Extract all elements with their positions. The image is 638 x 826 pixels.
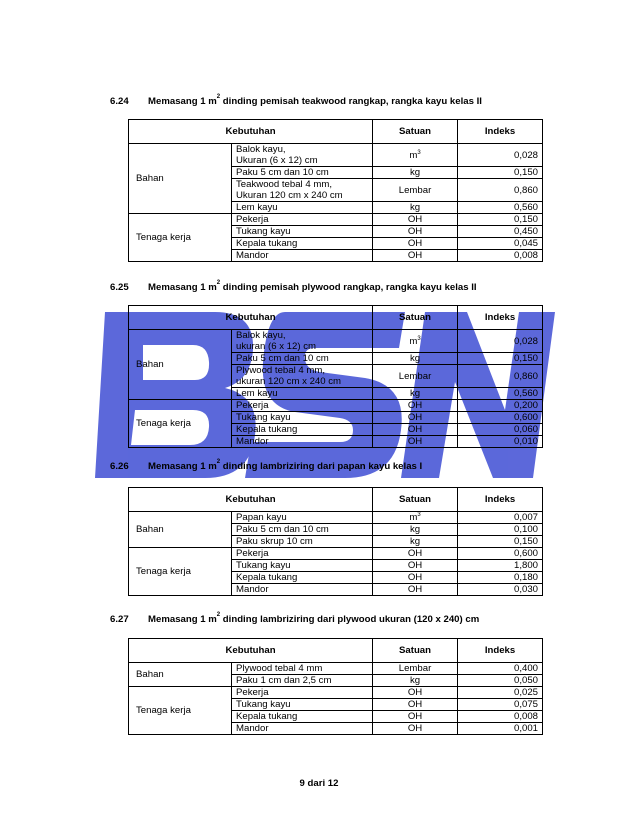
table-row [129, 512, 543, 524]
unit-cell [373, 436, 458, 448]
item-text: Papan kayu [236, 512, 287, 523]
item-cell [232, 238, 373, 250]
item-cell [232, 524, 373, 536]
requirements-table [128, 638, 543, 735]
unit-cell [373, 536, 458, 548]
unit-cell [373, 250, 458, 262]
item-text: Ukuran (6 x 12) cm [236, 155, 318, 166]
unit-text: OH [407, 424, 423, 435]
unit-cell [373, 675, 458, 687]
unit-cell [373, 524, 458, 536]
item-text: Tukang kayu [236, 560, 291, 571]
item-text: Pekerja [236, 214, 269, 225]
unit-text: Lembar [398, 663, 432, 674]
header-satuan: Satuan [373, 639, 458, 663]
index-cell: 0,100 [458, 524, 543, 536]
unit-cell [373, 711, 458, 723]
item-text: Plywood tebal 4 mm [236, 663, 323, 674]
unit-text: OH [407, 572, 423, 583]
section-title-rest: dinding lambriziring dari papan kayu kelas I [220, 461, 423, 472]
item-cell [232, 179, 373, 202]
unit-text: OH [407, 226, 423, 237]
item-cell [232, 330, 373, 353]
item-text: Mandor [236, 250, 269, 261]
section-title: Memasang 1 m [148, 282, 217, 293]
item-cell [232, 663, 373, 675]
item-text: Ukuran 120 cm x 240 cm [236, 190, 343, 201]
table-row [129, 548, 543, 560]
unit-text: kg [409, 524, 421, 535]
unit-cell [373, 400, 458, 412]
index-cell: 0,010 [458, 436, 543, 448]
index-cell: 0,200 [458, 400, 543, 412]
unit-text: OH [407, 548, 423, 559]
header-indeks: Indeks [458, 488, 543, 512]
unit-text: kg [409, 167, 421, 178]
index-cell: 0,028 [458, 330, 543, 353]
item-text: Lem kayu [236, 388, 278, 399]
item-text: Mandor [236, 436, 269, 447]
item-cell [232, 687, 373, 699]
item-cell [232, 167, 373, 179]
group-label: Bahan [129, 144, 232, 214]
group-label: Bahan [129, 512, 232, 548]
item-cell [232, 675, 373, 687]
item-cell [232, 144, 373, 167]
unit-text: OH [407, 687, 423, 698]
unit-cell [373, 560, 458, 572]
item-cell [232, 214, 373, 226]
table-row [129, 687, 543, 699]
table-row [129, 144, 543, 167]
index-cell: 0,028 [458, 144, 543, 167]
index-cell: 0,075 [458, 699, 543, 711]
item-text: Teakwood tebal 4 mm, [236, 179, 332, 190]
unit-text: kg [409, 353, 421, 364]
title-superscript: 2 [216, 612, 221, 618]
group-label: Bahan [129, 330, 232, 400]
item-text: Plywood tebal 4 mm, [236, 365, 326, 376]
unit-cell [373, 353, 458, 365]
unit-text: OH [407, 238, 423, 249]
section-title-rest: dinding lambriziring dari plywood ukuran (120 x 240) cm [220, 614, 480, 625]
unit-text: OH [407, 412, 423, 423]
header-satuan: Satuan [373, 120, 458, 144]
item-cell [232, 536, 373, 548]
unit-cell [373, 238, 458, 250]
section-number: 6.27 [110, 614, 129, 625]
table-row [129, 214, 543, 226]
unit-cell [373, 663, 458, 675]
unit-cell [373, 226, 458, 238]
header-kebutuhan: Kebutuhan [129, 639, 373, 663]
unit-cell [373, 214, 458, 226]
unit-text: OH [407, 560, 423, 571]
item-cell [232, 699, 373, 711]
title-superscript: 2 [216, 94, 221, 100]
unit-cell [373, 723, 458, 735]
section-heading [110, 614, 479, 625]
index-cell: 0,008 [458, 711, 543, 723]
item-text: Paku 1 cm dan 2,5 cm [236, 675, 332, 686]
header-satuan: Satuan [373, 306, 458, 330]
index-cell: 0,600 [458, 548, 543, 560]
header-indeks: Indeks [458, 306, 543, 330]
table-row [129, 663, 543, 675]
group-label: Tenaga kerja [129, 400, 232, 448]
unit-cell [373, 572, 458, 584]
unit-text: Lembar [398, 370, 432, 382]
section-title: Memasang 1 m [148, 461, 217, 472]
unit-text: OH [407, 723, 423, 734]
unit-cell [373, 548, 458, 560]
item-cell [232, 250, 373, 262]
item-cell [232, 548, 373, 560]
section-title-rest: dinding pemisah plywood rangkap, rangka kayu kelas II [220, 282, 477, 293]
group-label: Tenaga kerja [129, 214, 232, 262]
index-cell: 0,150 [458, 353, 543, 365]
item-text: Tukang kayu [236, 699, 291, 710]
unit-text: Lembar [398, 184, 432, 196]
unit-cell [373, 424, 458, 436]
header-kebutuhan: Kebutuhan [129, 120, 373, 144]
section-heading [110, 96, 482, 107]
index-cell: 0,180 [458, 572, 543, 584]
requirements-table [128, 119, 543, 262]
index-cell: 0,600 [458, 412, 543, 424]
item-text: Kepala tukang [236, 238, 298, 249]
item-text: Tukang kayu [236, 226, 291, 237]
index-cell: 0,001 [458, 723, 543, 735]
item-text: Kepala tukang [236, 572, 298, 583]
item-cell [232, 202, 373, 214]
index-cell: 0,150 [458, 214, 543, 226]
item-text: Balok kayu, [236, 330, 286, 341]
index-cell: 0,860 [458, 179, 543, 202]
unit-cell [373, 167, 458, 179]
item-cell [232, 512, 373, 524]
unit-cell [373, 584, 458, 596]
index-cell: 0,450 [458, 226, 543, 238]
unit-text: OH [407, 584, 423, 595]
item-text: Pekerja [236, 687, 269, 698]
index-cell: 0,560 [458, 202, 543, 214]
section-number: 6.25 [110, 282, 129, 293]
unit-cell [373, 687, 458, 699]
unit-text: OH [407, 400, 423, 411]
unit-text: OH [407, 436, 423, 447]
unit-text: OH [407, 214, 423, 225]
section-number: 6.26 [110, 461, 129, 472]
item-text: ukuran 120 cm x 240 cm [236, 376, 342, 387]
unit-text: kg [409, 202, 421, 213]
index-cell: 0,045 [458, 238, 543, 250]
title-superscript: 2 [216, 459, 221, 465]
item-cell [232, 711, 373, 723]
title-superscript: 2 [216, 280, 221, 286]
index-cell: 0,007 [458, 512, 543, 524]
section-title: Memasang 1 m [148, 614, 217, 625]
item-text: Mandor [236, 723, 269, 734]
item-cell [232, 723, 373, 735]
unit-superscript: 3 [417, 149, 421, 156]
index-cell: 1,800 [458, 560, 543, 572]
item-text: Paku 5 cm dan 10 cm [236, 167, 329, 178]
table-row [129, 400, 543, 412]
group-label: Tenaga kerja [129, 548, 232, 596]
item-text: Kepala tukang [236, 711, 298, 722]
requirements-table [128, 487, 543, 596]
group-label: Tenaga kerja [129, 687, 232, 735]
index-cell: 0,030 [458, 584, 543, 596]
section-title-rest: dinding pemisah teakwood rangkap, rangka kayu kelas II [220, 96, 482, 107]
index-cell: 0,400 [458, 663, 543, 675]
unit-text: OH [407, 711, 423, 722]
section-heading [110, 282, 477, 293]
item-text: Pekerja [236, 548, 269, 559]
unit-cell [373, 330, 458, 353]
unit-text: OH [407, 699, 423, 710]
item-text: Balok kayu, [236, 144, 286, 155]
index-cell: 0,050 [458, 675, 543, 687]
section-title: Memasang 1 m [148, 96, 217, 107]
unit-cell [373, 512, 458, 524]
header-satuan: Satuan [373, 488, 458, 512]
unit-text: OH [407, 250, 423, 261]
header-indeks: Indeks [458, 639, 543, 663]
index-cell: 0,150 [458, 536, 543, 548]
unit-cell [373, 144, 458, 167]
item-cell [232, 572, 373, 584]
unit-superscript: 3 [417, 512, 421, 518]
header-kebutuhan: Kebutuhan [129, 488, 373, 512]
unit-cell [373, 179, 458, 202]
index-cell: 0,860 [458, 365, 543, 388]
index-cell: 0,008 [458, 250, 543, 262]
item-text: ukuran (6 x 12) cm [236, 341, 316, 352]
item-cell [232, 436, 373, 448]
unit-text: m [409, 512, 418, 523]
index-cell: 0,060 [458, 424, 543, 436]
unit-superscript: 3 [417, 335, 421, 342]
item-text: Paku skrup 10 cm [236, 536, 313, 547]
section-number: 6.24 [110, 96, 129, 107]
table-row [129, 330, 543, 353]
page-footer: 9 dari 12 [299, 778, 339, 789]
item-text: Mandor [236, 584, 269, 595]
item-cell [232, 353, 373, 365]
item-text: Tukang kayu [236, 412, 291, 423]
unit-cell [373, 202, 458, 214]
header-indeks: Indeks [458, 120, 543, 144]
item-cell [232, 560, 373, 572]
unit-text: m [409, 335, 418, 347]
item-cell [232, 400, 373, 412]
group-label: Bahan [129, 663, 232, 687]
unit-cell [373, 365, 458, 388]
item-cell [232, 388, 373, 400]
unit-cell [373, 412, 458, 424]
item-text: Pekerja [236, 400, 269, 411]
index-cell: 0,560 [458, 388, 543, 400]
item-cell [232, 226, 373, 238]
item-cell [232, 412, 373, 424]
unit-cell [373, 388, 458, 400]
item-cell [232, 365, 373, 388]
index-cell: 0,025 [458, 687, 543, 699]
unit-text: kg [409, 536, 421, 547]
unit-text: kg [409, 388, 421, 399]
section-heading [110, 461, 422, 472]
unit-cell [373, 699, 458, 711]
item-text: Paku 5 cm dan 10 cm [236, 353, 329, 364]
unit-text: m [409, 149, 418, 161]
header-kebutuhan: Kebutuhan [129, 306, 373, 330]
item-cell [232, 584, 373, 596]
index-cell: 0,150 [458, 167, 543, 179]
unit-text: kg [409, 675, 421, 686]
item-text: Lem kayu [236, 202, 278, 213]
item-text: Paku 5 cm dan 10 cm [236, 524, 329, 535]
item-text: Kepala tukang [236, 424, 298, 435]
item-cell [232, 424, 373, 436]
requirements-table [128, 305, 543, 448]
